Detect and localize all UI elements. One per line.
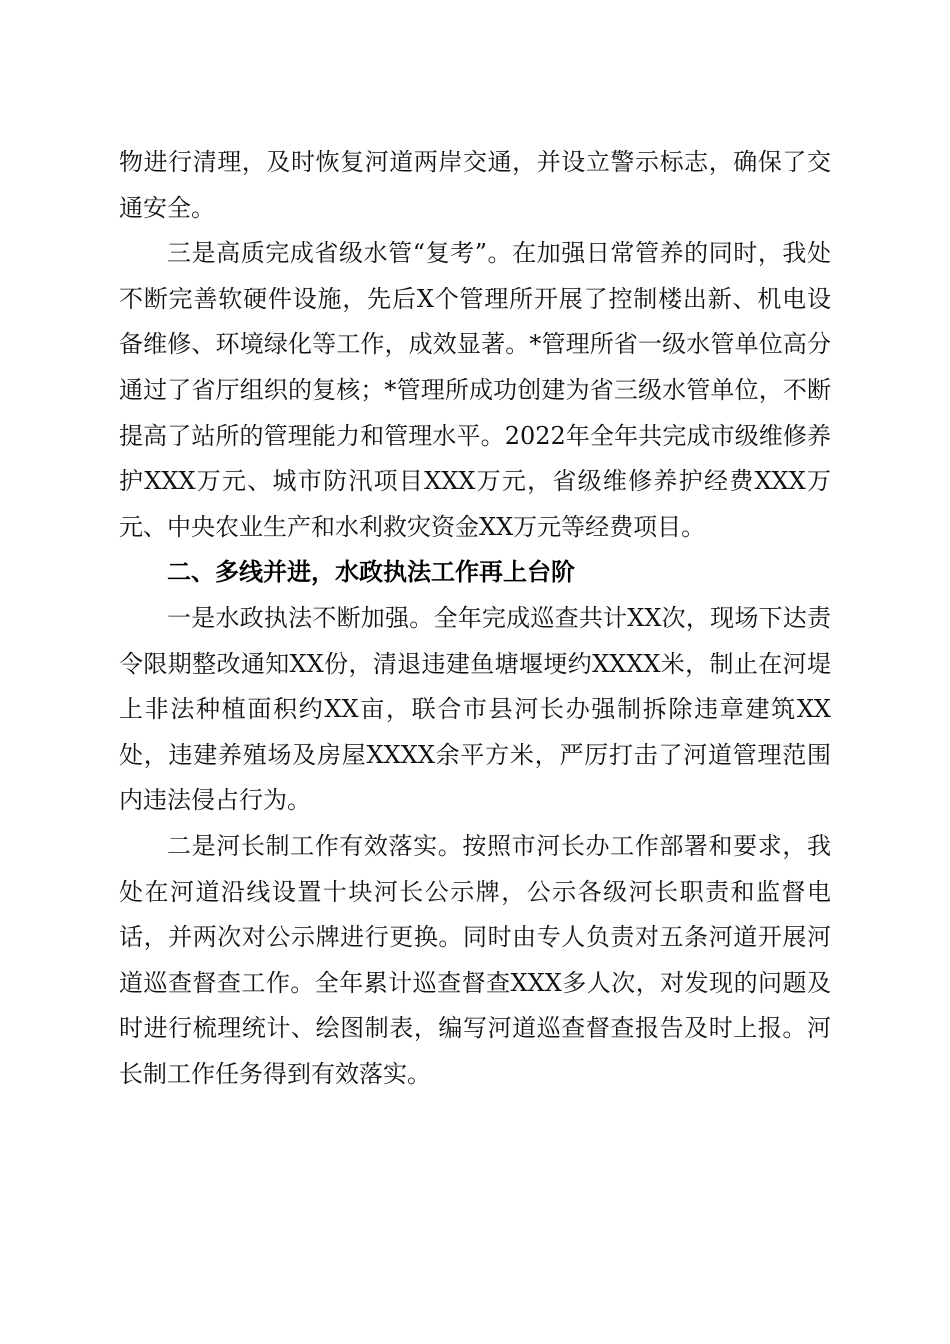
- paragraph-lead: 三是高质完成省级水管“复考”。: [167, 239, 513, 268]
- paragraph-lead: 一是水政执法不断加强。: [167, 603, 434, 632]
- paragraph-river-chief: [119, 824, 831, 1098]
- paragraph-continuation: [119, 140, 831, 231]
- paragraph-law-enforcement: [119, 596, 831, 824]
- paragraph-lead: 二是河长制工作有效落实。: [167, 831, 463, 860]
- paragraph-text: 在加强日常管养的同时，我处不断完善软硬件设施，先后X个管理所开展了控制楼出新、机电设备维修、环境绿化等工作，成效显著。*管理所省一级水管单位高分通过了省厅组织的复核；*管理所成功创建为省三级水管单位，不断提高了站所的管理能力和管理水平。2022年全年共完成市级维修养护XXX万元、城市防汛项目XXX万元，省级维修养护经费XXX万元、中央农业生产和水利救灾资金XX万元等经费项目。: [119, 239, 831, 541]
- section-heading: 二、多线并进，水政执法工作再上台阶: [167, 558, 575, 587]
- paragraph-text: 按照市河长办工作部署和要求，我处在河道沿线设置十块河长公示牌，公示各级河长职责和监督电话，并两次对公示牌进行更换。同时由专人负责对五条河道开展河道巡查督查工作。全年累计巡查督查XXX多人次，对发现的问题及时进行梳理统计、绘图制表，编写河道巡查督查报告及时上报。河长制工作任务得到有效落实。: [119, 831, 832, 1088]
- paragraph-text: 全年完成巡查共计XX次，现场下达责令限期整改通知XX份，清退违建鱼塘堰埂约XXXX米，制止在河堤上非法种植面积约XX亩，联合市县河长办强制拆除违章建筑XX处，违建养殖场及房屋XXXX余平方米，严厉打击了河道管理范围内违法侵占行为。: [119, 603, 832, 815]
- paragraph-text: 物进行清理，及时恢复河道两岸交通，并设立警示标志，确保了交通安全。: [119, 148, 831, 222]
- paragraph-provincial-review: [119, 231, 831, 550]
- document-body: [119, 140, 831, 1097]
